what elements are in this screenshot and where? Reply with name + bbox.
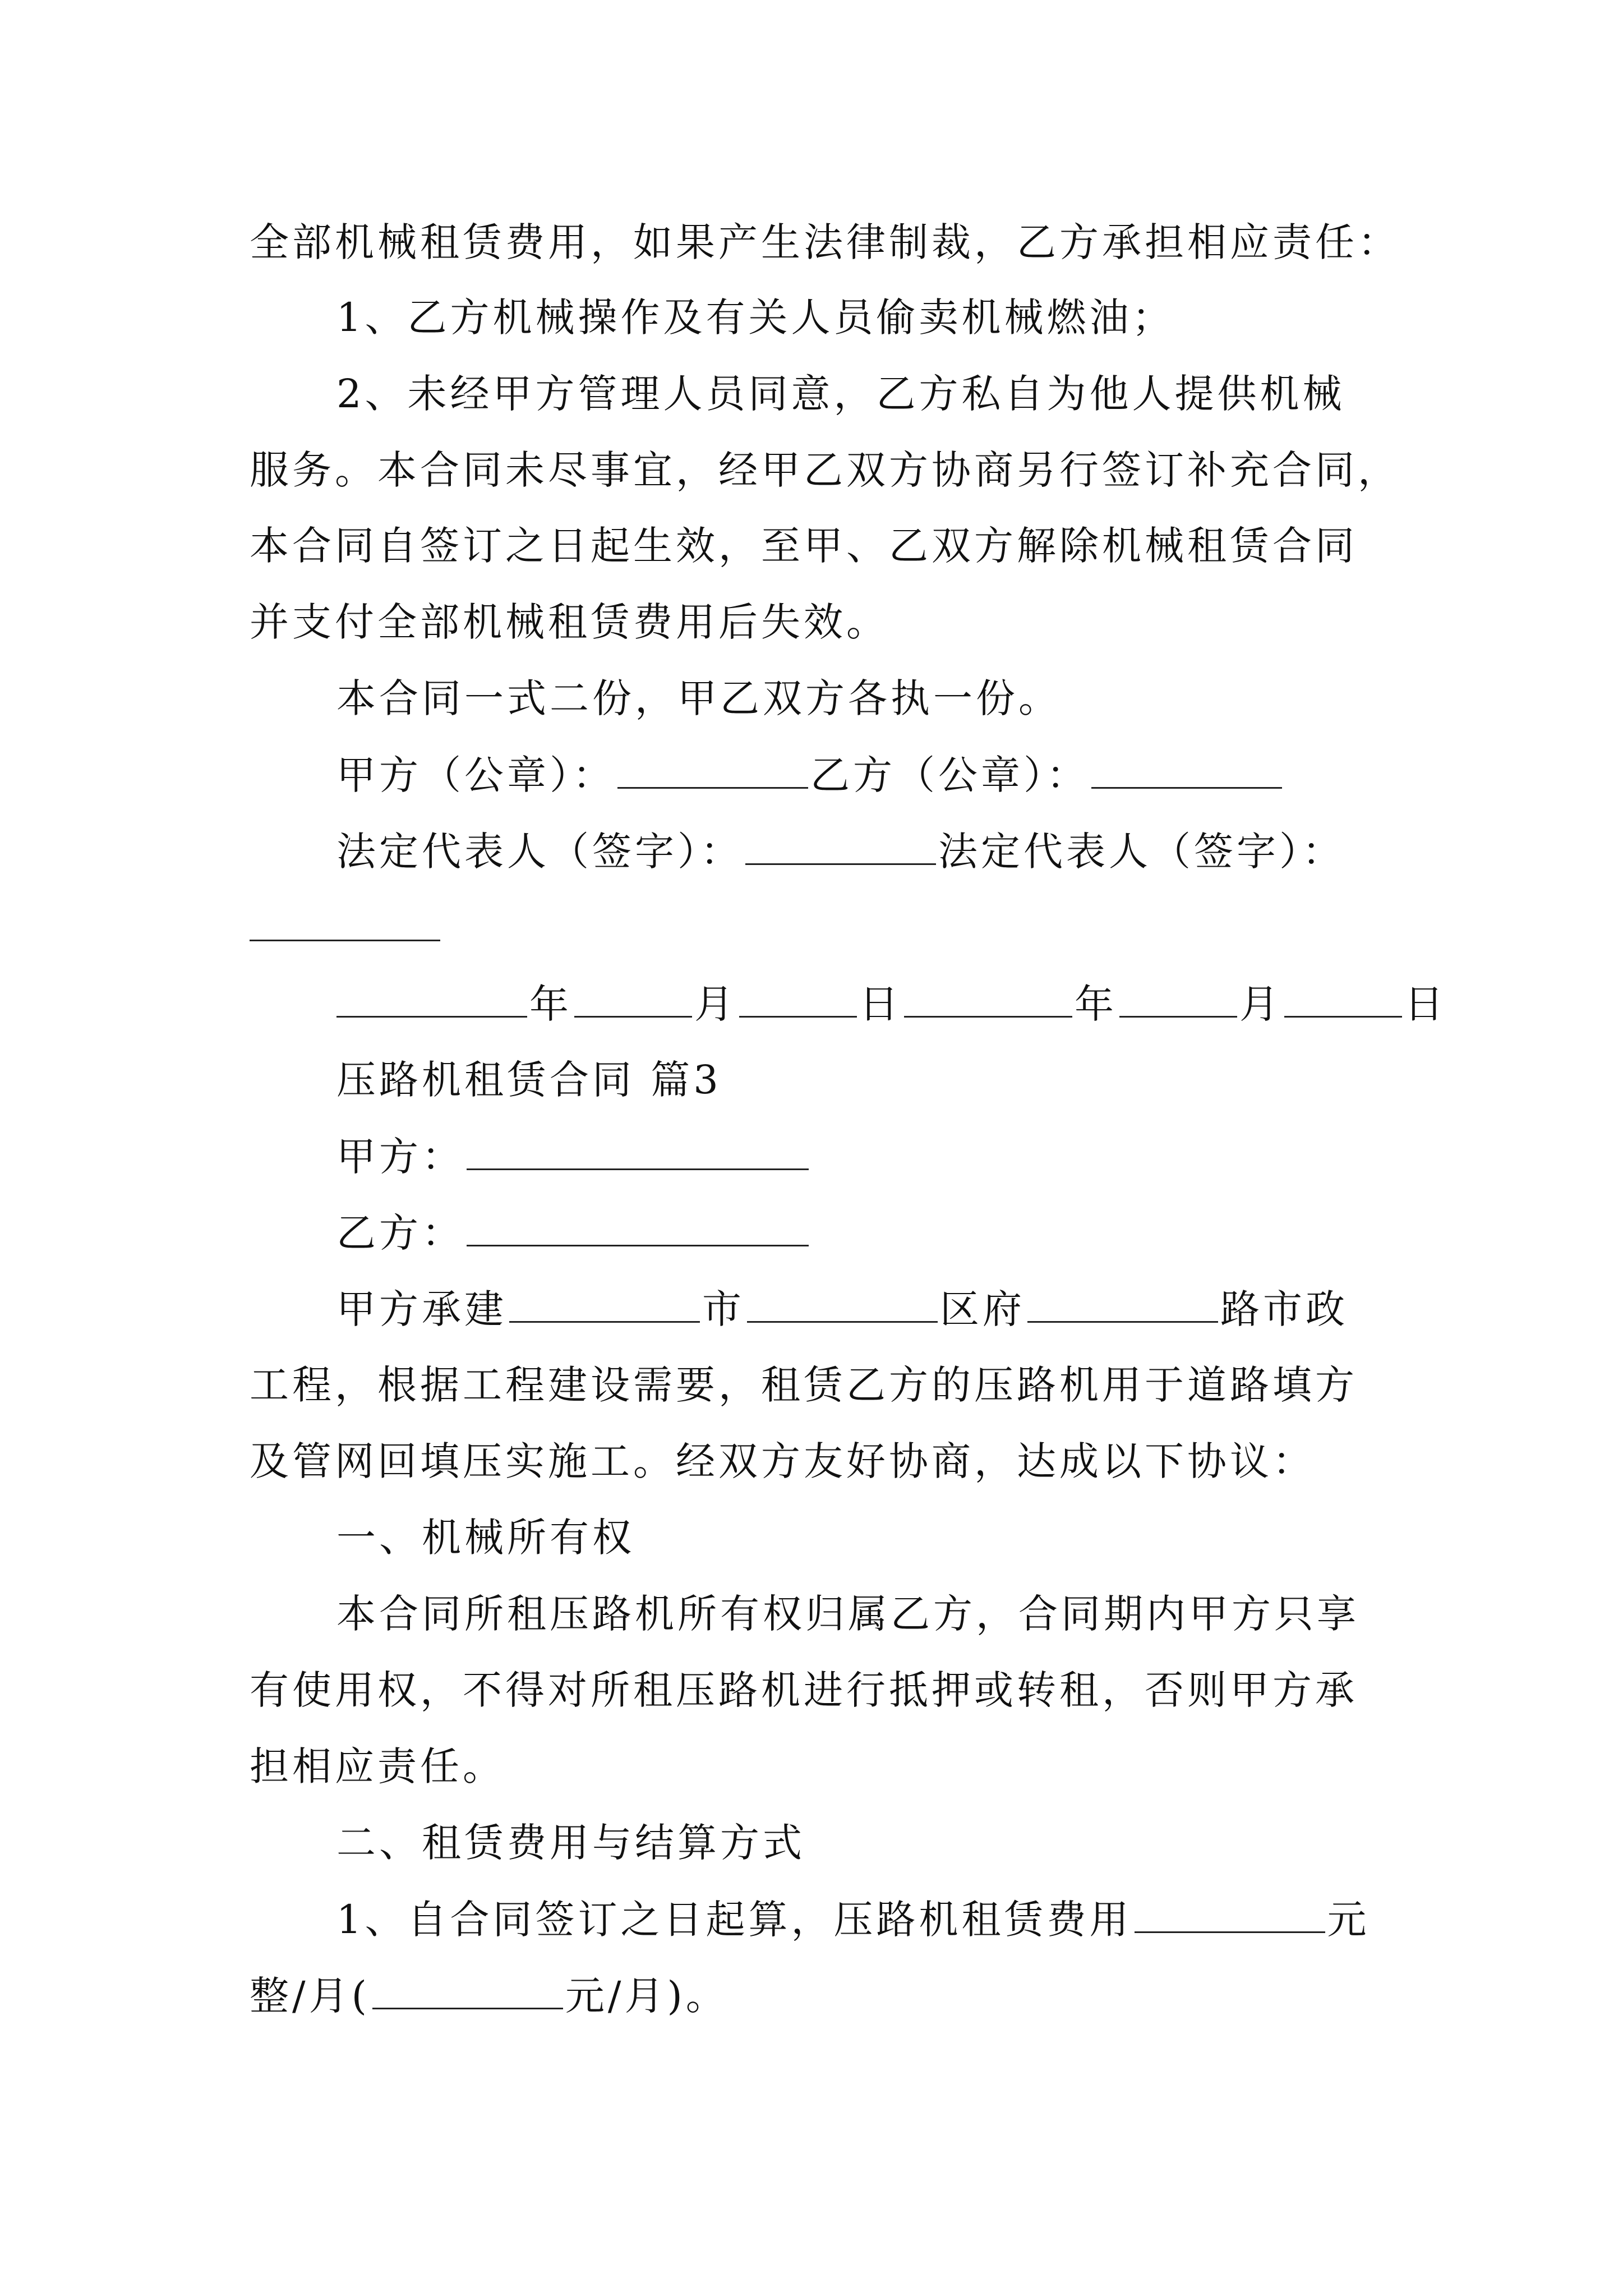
paragraph-line: 本合同所租压路机所有权归属乙方，合同期内甲方只享 <box>336 1591 1359 1637</box>
paragraph-line: 及管网回填压实施工。经双方友好协商，达成以下协议： <box>250 1438 1315 1484</box>
party-a-rep-blank <box>745 824 936 865</box>
intro-line <box>336 1282 1377 1336</box>
party-b-line <box>336 1205 1377 1259</box>
party-a-blank <box>467 1129 809 1170</box>
day-blank <box>739 977 857 1018</box>
seal-line <box>336 748 1377 802</box>
representative-line <box>336 824 1377 878</box>
date-line <box>336 977 1447 1030</box>
party-b-rep-blank <box>250 900 440 941</box>
year-blank <box>904 977 1072 1018</box>
paragraph-line: 1、乙方机械操作及有关人员偷卖机械燃油； <box>336 295 1175 341</box>
party-a-seal-label: 甲方（公章）： <box>336 752 615 798</box>
city-label: 市 <box>702 1286 745 1332</box>
month-label: 月 <box>694 981 737 1027</box>
road-blank <box>1027 1282 1218 1323</box>
city-blank <box>509 1282 700 1323</box>
fee-line <box>336 1892 1377 1946</box>
district-blank <box>747 1282 938 1323</box>
year-label: 年 <box>529 981 572 1027</box>
intro-text: 甲方承建 <box>336 1286 507 1332</box>
fee-blank <box>1135 1892 1325 1933</box>
party-a-label: 甲方： <box>336 1134 464 1180</box>
month-blank <box>574 977 692 1018</box>
section-heading: 一、机械所有权 <box>336 1515 635 1561</box>
fee-text: 1、自合同签订之日起算，压路机租赁费用 <box>336 1897 1132 1943</box>
party-b-seal-label: 乙方（公章）： <box>810 752 1089 798</box>
paragraph-line: 本合同一式二份，甲乙双方各执一份。 <box>336 675 1061 721</box>
party-b-label: 乙方： <box>336 1210 464 1256</box>
road-label: 路市政 <box>1220 1286 1348 1332</box>
party-a-seal-blank <box>617 748 808 789</box>
party-a-rep-label: 法定代表人（签字）： <box>336 829 743 875</box>
paragraph-line: 全部机械租赁费用，如果产生法律制裁，乙方承担相应责任： <box>250 219 1400 265</box>
year-blank <box>336 977 527 1018</box>
fee-unit: 元 <box>1327 1897 1370 1943</box>
paragraph-line: 并支付全部机械租赁费用后失效。 <box>250 599 889 645</box>
day-blank <box>1284 977 1402 1018</box>
representative-blank-line <box>250 900 1377 954</box>
section-heading: 二、租赁费用与结算方式 <box>336 1820 805 1866</box>
year-label: 年 <box>1075 981 1117 1027</box>
month-label: 月 <box>1239 981 1282 1027</box>
month-blank <box>1119 977 1237 1018</box>
party-b-blank <box>467 1205 809 1246</box>
fee-unit: 元/月)。 <box>565 1973 728 2019</box>
fee-text: 整/月( <box>250 1973 370 2019</box>
section-title: 压路机租赁合同 篇3 <box>336 1057 722 1103</box>
party-b-rep-label: 法定代表人（签字）： <box>938 829 1345 875</box>
fee-line <box>250 1968 1377 2022</box>
party-a-line <box>336 1129 1377 1183</box>
party-b-seal-blank <box>1091 748 1282 789</box>
paragraph-line: 工程，根据工程建设需要，租赁乙方的压路机用于道路填方 <box>250 1362 1358 1408</box>
day-label: 日 <box>859 981 902 1027</box>
paragraph-line: 有使用权，不得对所租压路机进行抵押或转租，否则甲方承 <box>250 1667 1358 1713</box>
day-label: 日 <box>1404 981 1447 1027</box>
fee-uppercase-blank <box>372 1968 563 2009</box>
paragraph-line: 担相应责任。 <box>250 1743 505 1789</box>
paragraph-line: 服务。本合同未尽事宜，经甲乙双方协商另行签订补充合同， <box>250 447 1400 493</box>
paragraph-line: 本合同自签订之日起生效，至甲、乙双方解除机械租赁合同 <box>250 523 1358 569</box>
district-label: 区府 <box>940 1286 1025 1332</box>
paragraph-line: 2、未经甲方管理人员同意，乙方私自为他人提供机械 <box>336 371 1345 417</box>
